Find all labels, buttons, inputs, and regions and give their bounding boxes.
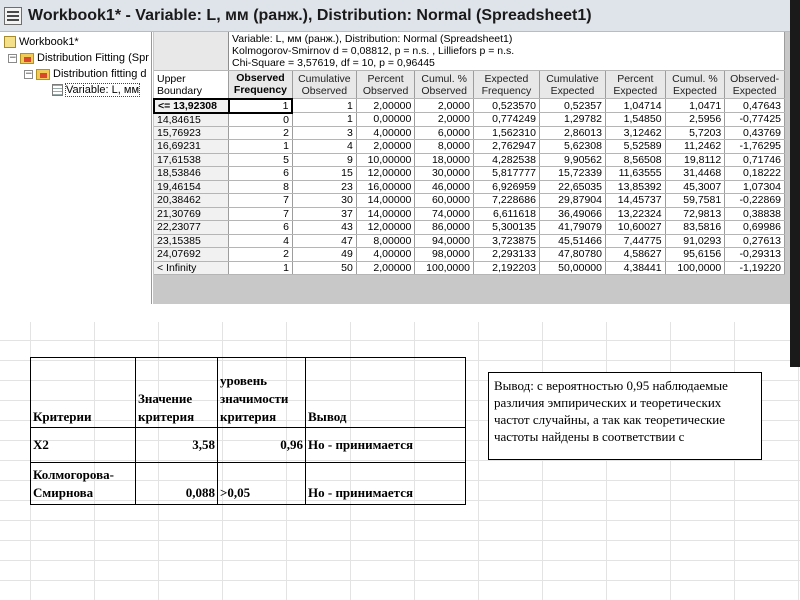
row-header[interactable]: 22,23077 [154, 221, 229, 235]
table-cell[interactable]: 2,192203 [473, 261, 539, 275]
tree-item-label: Distribution fitting d [53, 68, 147, 80]
table-cell[interactable]: 1,04714 [605, 99, 665, 113]
criteria-name[interactable]: Колмогорова-Смирнова [31, 463, 136, 505]
table-cell[interactable]: 46,0000 [415, 180, 474, 194]
results-table [153, 32, 785, 295]
table-cell[interactable]: 0,47643 [725, 99, 785, 113]
workbook-tree [0, 32, 152, 304]
table-row [154, 180, 785, 194]
window-title-bar [0, 0, 790, 32]
table-cell[interactable]: 13,22324 [605, 207, 665, 221]
table-cell[interactable]: 8,0000 [415, 140, 474, 154]
table-row [154, 99, 785, 113]
column-header[interactable]: Percent Observed [356, 71, 415, 99]
sheet-icon [52, 84, 63, 96]
table-row [154, 194, 785, 208]
table-cell[interactable]: 9 [292, 153, 356, 167]
table-cell[interactable]: 1 [292, 113, 356, 127]
table-cell[interactable]: 14,00000 [356, 207, 415, 221]
row-header[interactable]: 24,07692 [154, 248, 229, 262]
table-cell[interactable]: 0,523570 [473, 99, 539, 113]
table-cell[interactable]: 6,926959 [473, 180, 539, 194]
table-cell[interactable]: 4 [229, 234, 293, 248]
info-line: Chi-Square = 3,57619, df = 10, p = 0,96445 [232, 57, 435, 69]
table-cell[interactable]: 5,62308 [539, 140, 605, 154]
table-cell[interactable]: -0,77425 [725, 113, 785, 127]
table-cell[interactable]: 45,3007 [665, 180, 725, 194]
tree-item-distribution-fitting-d[interactable] [24, 66, 147, 82]
column-header[interactable]: Cumulative Expected [539, 71, 605, 99]
table-cell[interactable]: 98,0000 [415, 248, 474, 262]
folder-icon [36, 69, 50, 80]
table-cell[interactable]: -0,29313 [725, 248, 785, 262]
window-title: Workbook1* - Variable: L, мм (ранж.), Distribution: Normal (Spreadsheet1) [28, 6, 592, 24]
table-cell[interactable]: 8,56508 [605, 153, 665, 167]
row-header[interactable]: <= 13,92308 [154, 99, 229, 113]
table-cell[interactable]: 0,38838 [725, 207, 785, 221]
table-cell[interactable]: 13,85392 [605, 180, 665, 194]
table-cell[interactable]: 12,00000 [356, 167, 415, 181]
row-header[interactable]: 21,30769 [154, 207, 229, 221]
table-cell[interactable]: 7 [229, 207, 293, 221]
table-cell[interactable]: 0,52357 [539, 99, 605, 113]
table-row [154, 248, 785, 262]
table-cell[interactable]: 37 [292, 207, 356, 221]
table-cell[interactable]: 2,00000 [356, 140, 415, 154]
table-cell[interactable]: 36,49066 [539, 207, 605, 221]
table-cell[interactable]: 2,5956 [665, 113, 725, 127]
table-cell[interactable]: 0,27613 [725, 234, 785, 248]
table-cell[interactable]: 6 [229, 167, 293, 181]
table-cell[interactable]: 9,90562 [539, 153, 605, 167]
criteria-conclusion[interactable]: Но - принимается [306, 428, 466, 463]
table-cell[interactable]: 0,18222 [725, 167, 785, 181]
table-cell[interactable]: 1,562310 [473, 126, 539, 140]
table-cell[interactable]: 45,51466 [539, 234, 605, 248]
window-edge [790, 0, 800, 305]
table-cell[interactable]: 1 [229, 140, 293, 154]
table-row [154, 126, 785, 140]
criteria-header[interactable]: Вывод [306, 358, 466, 428]
table-cell[interactable]: 30,0000 [415, 167, 474, 181]
table-cell[interactable]: 1 [292, 99, 356, 113]
criteria-conclusion[interactable]: Но - принимается [306, 463, 466, 505]
column-header[interactable]: Percent Expected [605, 71, 665, 99]
row-header[interactable]: 20,38462 [154, 194, 229, 208]
table-cell[interactable]: -0,22869 [725, 194, 785, 208]
row-header-title: Upper Boundary [154, 71, 229, 99]
table-cell[interactable]: 49 [292, 248, 356, 262]
table-cell[interactable]: 8,00000 [356, 234, 415, 248]
table-cell[interactable]: 10,60027 [605, 221, 665, 235]
criteria-table [30, 357, 466, 505]
grid-corner [154, 32, 229, 71]
tree-item-label: Workbook1* [19, 36, 79, 48]
folder-icon [20, 53, 34, 64]
tree-item-variable[interactable] [52, 82, 139, 98]
tree-item-distribution-fitting[interactable] [8, 50, 149, 66]
table-cell[interactable]: 5,7203 [665, 126, 725, 140]
table-cell[interactable]: 7,44775 [605, 234, 665, 248]
table-cell[interactable]: 6,0000 [415, 126, 474, 140]
table-cell[interactable]: 4,00000 [356, 248, 415, 262]
table-cell[interactable]: 7 [229, 194, 293, 208]
table-cell[interactable]: 6,611618 [473, 207, 539, 221]
info-line: Kolmogorov-Smirnov d = 0,08812, p = n.s. , Lilliefors p = n.s. [232, 45, 515, 57]
criteria-name[interactable]: X2 [31, 428, 136, 463]
table-cell[interactable]: 8 [229, 180, 293, 194]
column-header[interactable]: Cumul. % Expected [665, 71, 725, 99]
column-header[interactable]: Observed Frequency [229, 71, 293, 99]
criteria-value[interactable]: 3,58 [136, 428, 218, 463]
column-header[interactable]: Cumul. % Observed [415, 71, 474, 99]
table-cell[interactable]: 12,00000 [356, 221, 415, 235]
window-edge [790, 305, 800, 367]
table-cell[interactable]: 94,0000 [415, 234, 474, 248]
table-cell[interactable]: -1,19220 [725, 261, 785, 275]
table-row [154, 207, 785, 221]
table-cell[interactable]: 2,762947 [473, 140, 539, 154]
table-cell[interactable]: 5,300135 [473, 221, 539, 235]
table-cell[interactable]: 83,5816 [665, 221, 725, 235]
table-cell[interactable]: 11,2462 [665, 140, 725, 154]
table-cell[interactable]: 1,0471 [665, 99, 725, 113]
table-cell[interactable]: 0,43769 [725, 126, 785, 140]
table-cell[interactable]: 74,0000 [415, 207, 474, 221]
table-cell[interactable]: 11,63555 [605, 167, 665, 181]
table-cell[interactable]: 60,0000 [415, 194, 474, 208]
spreadsheet-icon [4, 7, 22, 25]
table-cell[interactable]: 1,07304 [725, 180, 785, 194]
table-cell[interactable]: 1 [229, 261, 293, 275]
table-cell[interactable]: 95,6156 [665, 248, 725, 262]
row-header[interactable]: 16,69231 [154, 140, 229, 154]
table-cell[interactable]: 30 [292, 194, 356, 208]
table-row [154, 234, 785, 248]
column-header[interactable]: Cumulative Observed [292, 71, 356, 99]
table-cell[interactable]: 2,86013 [539, 126, 605, 140]
criteria-value[interactable]: 0,088 [136, 463, 218, 505]
table-cell[interactable]: 4,58627 [605, 248, 665, 262]
table-cell[interactable]: 47,80780 [539, 248, 605, 262]
table-row [154, 221, 785, 235]
table-cell[interactable]: 100,0000 [665, 261, 725, 275]
table-row [154, 140, 785, 154]
column-header[interactable]: Expected Frequency [473, 71, 539, 99]
table-cell[interactable]: 1 [229, 99, 293, 113]
info-line: Variable: L, мм (ранж.), Distribution: Normal (Spreadsheet1) [232, 33, 513, 45]
table-cell[interactable]: 50 [292, 261, 356, 275]
criteria-header[interactable]: уровень значимости критерия [218, 358, 306, 428]
table-cell[interactable]: 18,0000 [415, 153, 474, 167]
table-cell[interactable]: 5,817777 [473, 167, 539, 181]
criteria-header[interactable]: Критерии [31, 358, 136, 428]
table-cell[interactable]: 1,54850 [605, 113, 665, 127]
table-row [154, 113, 785, 127]
table-cell[interactable]: 100,0000 [415, 261, 474, 275]
table-row [154, 261, 785, 275]
table-cell[interactable]: 19,8112 [665, 153, 725, 167]
table-cell[interactable]: 16,00000 [356, 180, 415, 194]
sheet-gap [0, 305, 800, 322]
table-cell[interactable]: 2 [229, 248, 293, 262]
table-cell[interactable]: 14,45737 [605, 194, 665, 208]
table-cell[interactable]: 4,282538 [473, 153, 539, 167]
table-cell[interactable]: 41,79079 [539, 221, 605, 235]
table-cell[interactable]: 2,00000 [356, 99, 415, 113]
table-cell[interactable]: 15,72339 [539, 167, 605, 181]
table-cell[interactable]: 7,228686 [473, 194, 539, 208]
table-cell[interactable]: 2,00000 [356, 261, 415, 275]
table-cell[interactable]: 31,4468 [665, 167, 725, 181]
table-row [154, 153, 785, 167]
table-cell[interactable]: 2,293133 [473, 248, 539, 262]
criteria-level[interactable]: 0,96 [218, 428, 306, 463]
table-cell[interactable]: 4,38441 [605, 261, 665, 275]
table-cell[interactable]: 50,00000 [539, 261, 605, 275]
column-header[interactable]: Observed- Expected [725, 71, 785, 99]
table-cell[interactable]: 10,00000 [356, 153, 415, 167]
table-cell[interactable]: 43 [292, 221, 356, 235]
table-cell[interactable]: 3 [292, 126, 356, 140]
criteria-header[interactable]: Значение критерия [136, 358, 218, 428]
workbook-icon [4, 36, 16, 48]
row-header[interactable]: 19,46154 [154, 180, 229, 194]
row-header[interactable]: 23,15385 [154, 234, 229, 248]
table-cell[interactable]: 5,52589 [605, 140, 665, 154]
criteria-level[interactable]: >0,05 [218, 463, 306, 505]
table-row [154, 167, 785, 181]
row-header[interactable]: 18,53846 [154, 167, 229, 181]
table-cell[interactable]: 4,00000 [356, 126, 415, 140]
results-info [229, 32, 785, 71]
table-cell[interactable]: 4 [292, 140, 356, 154]
collapse-icon[interactable]: − [9, 52, 17, 63]
conclusion-text-box[interactable]: Вывод: с вероятностью 0,95 наблюдаемые различия эмпирических и теоретических частот случайны, а так как теоретические частоты найдены в соответствии с [488, 372, 762, 460]
table-cell[interactable]: 1,29782 [539, 113, 605, 127]
table-cell[interactable]: 2,0000 [415, 99, 474, 113]
tree-item-label: Distribution Fitting (Spr [37, 52, 149, 64]
table-cell[interactable]: 6 [229, 221, 293, 235]
table-cell[interactable]: 29,87904 [539, 194, 605, 208]
table-cell[interactable]: 23 [292, 180, 356, 194]
table-cell[interactable]: 59,7581 [665, 194, 725, 208]
table-cell[interactable]: 72,9813 [665, 207, 725, 221]
collapse-icon[interactable]: − [25, 68, 33, 79]
table-cell[interactable]: 0,69986 [725, 221, 785, 235]
table-cell[interactable]: 47 [292, 234, 356, 248]
table-cell[interactable]: 0,71746 [725, 153, 785, 167]
table-cell[interactable]: 91,0293 [665, 234, 725, 248]
row-header[interactable]: 15,76923 [154, 126, 229, 140]
tree-item-label: Variable: L, мм [66, 84, 140, 96]
table-cell[interactable]: 2,0000 [415, 113, 474, 127]
table-cell[interactable]: 22,65035 [539, 180, 605, 194]
table-cell[interactable]: 2 [229, 126, 293, 140]
table-cell[interactable]: 86,0000 [415, 221, 474, 235]
table-cell[interactable]: 14,00000 [356, 194, 415, 208]
table-cell[interactable]: 0 [229, 113, 293, 127]
tree-item-workbook[interactable] [4, 34, 79, 50]
table-cell[interactable]: 0,00000 [356, 113, 415, 127]
table-cell[interactable]: 3,723875 [473, 234, 539, 248]
table-cell[interactable]: -1,76295 [725, 140, 785, 154]
table-cell[interactable]: 15 [292, 167, 356, 181]
row-header[interactable]: 14,84615 [154, 113, 229, 127]
table-cell[interactable]: 3,12462 [605, 126, 665, 140]
table-cell[interactable]: 5 [229, 153, 293, 167]
row-header[interactable]: 17,61538 [154, 153, 229, 167]
row-header[interactable]: < Infinity [154, 261, 229, 275]
results-spreadsheet [153, 32, 790, 304]
table-cell[interactable]: 0,774249 [473, 113, 539, 127]
